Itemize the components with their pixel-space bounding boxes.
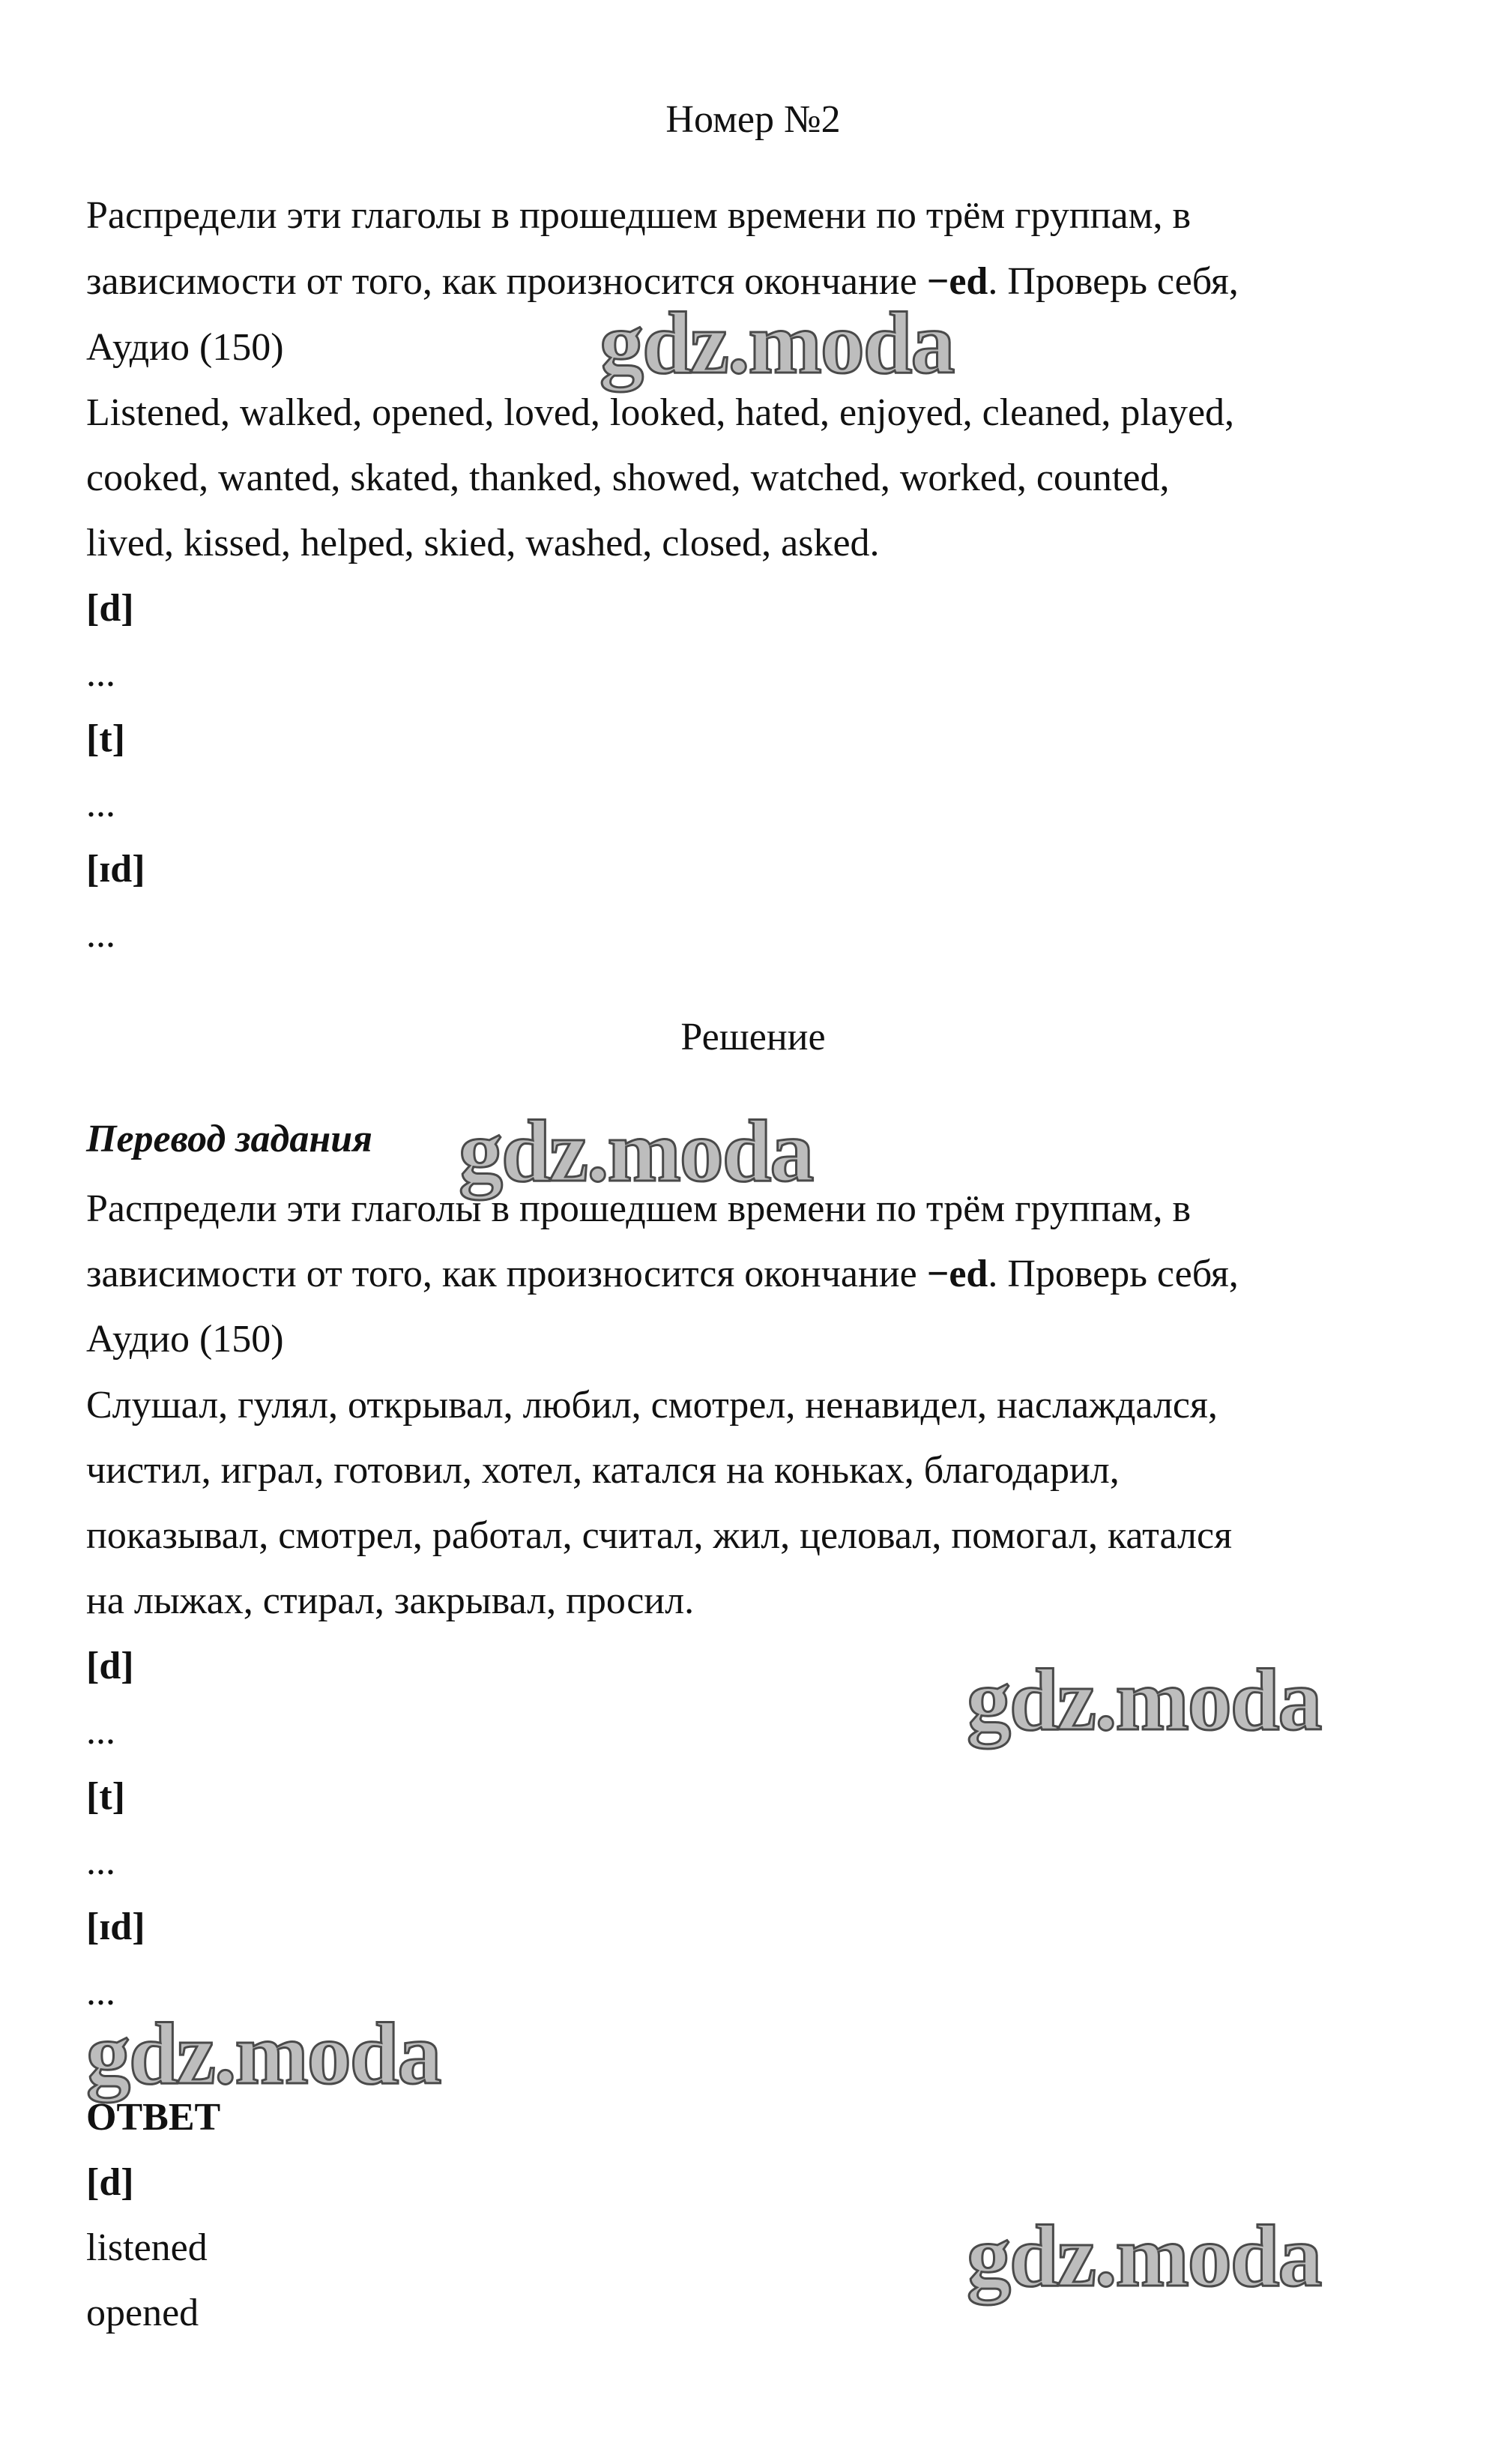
task-group-id-dots: ... — [86, 913, 115, 956]
task-group-t: [t] — [86, 717, 125, 760]
translation-heading: Перевод задания — [86, 1118, 372, 1160]
task-check-text: . Проверь себя, — [988, 260, 1239, 303]
solution-group-d: [d] — [86, 1645, 134, 1687]
solution-instruction-text: зависимости от того, как произносится окончание — [86, 1253, 927, 1295]
solution-group-t: [t] — [86, 1775, 125, 1818]
answer-item: opened — [86, 2292, 199, 2334]
task-instruction-line-3: Аудио (150) — [86, 326, 284, 369]
task-instruction-line-1: Распредели эти глаголы в прошедшем времени по трём группам, в — [86, 194, 1192, 237]
solution-instruction-line-3: Аудио (150) — [86, 1318, 284, 1361]
task-ending-ed: ed — [949, 260, 988, 303]
watermark-logo: gdz.moda — [967, 2207, 1321, 2305]
task-group-d: [d] — [86, 587, 134, 630]
solution-instruction-line-1: Распредели эти глаголы в прошедшем времени по трём группам, в — [86, 1187, 1192, 1230]
page-title: Номер №2 — [665, 98, 841, 141]
task-instruction-text: зависимости от того, как произносится окончание — [86, 260, 927, 303]
solution-dash: − — [926, 1253, 949, 1295]
solution-verbs-line-4: на лыжах, стирал, закрывал, просил. — [86, 1579, 695, 1622]
task-verbs-line-3: lived, kissed, helped, skied, washed, closed, asked. — [86, 522, 880, 564]
solution-verbs-line-2: чистил, играл, готовил, хотел, катался на коньках, благодарил, — [86, 1449, 1120, 1492]
watermark-logo: gdz.moda — [459, 1102, 813, 1200]
task-group-t-dots: ... — [86, 783, 115, 825]
solution-verbs-line-3: показывал, смотрел, работал, считал, жил, целовал, помогал, катался — [86, 1514, 1232, 1557]
solution-heading: Решение — [680, 1016, 826, 1058]
solution-ending-ed: ed — [949, 1253, 988, 1295]
task-verbs-line-2: cooked, wanted, skated, thanked, showed, watched, worked, counted, — [86, 457, 1170, 499]
solution-check-text: . Проверь себя, — [988, 1253, 1239, 1295]
task-group-d-dots: ... — [86, 652, 115, 695]
answer-group-d: [d] — [86, 2161, 134, 2204]
watermark-logo: gdz.moda — [600, 294, 954, 392]
solution-group-id: [ɪd] — [86, 1906, 145, 1948]
task-dash: − — [926, 260, 949, 303]
solution-instruction-line-2 — [86, 1252, 1239, 1297]
task-group-id: [ɪd] — [86, 848, 145, 891]
answer-heading: ОТВЕТ — [86, 2096, 221, 2139]
solution-group-d-dots: ... — [86, 1710, 115, 1753]
solution-group-id-dots: ... — [86, 1971, 115, 2013]
watermark-logo: gdz.moda — [86, 2004, 441, 2103]
answer-item: listened — [86, 2226, 208, 2269]
solution-group-t-dots: ... — [86, 1840, 115, 1883]
solution-verbs-line-1: Слушал, гулял, открывал, любил, смотрел, ненавидел, наслаждался, — [86, 1384, 1218, 1427]
watermark-logo: gdz.moda — [967, 1651, 1321, 1749]
task-verbs-line-1: Listened, walked, opened, loved, looked, hated, enjoyed, cleaned, played, — [86, 391, 1235, 434]
